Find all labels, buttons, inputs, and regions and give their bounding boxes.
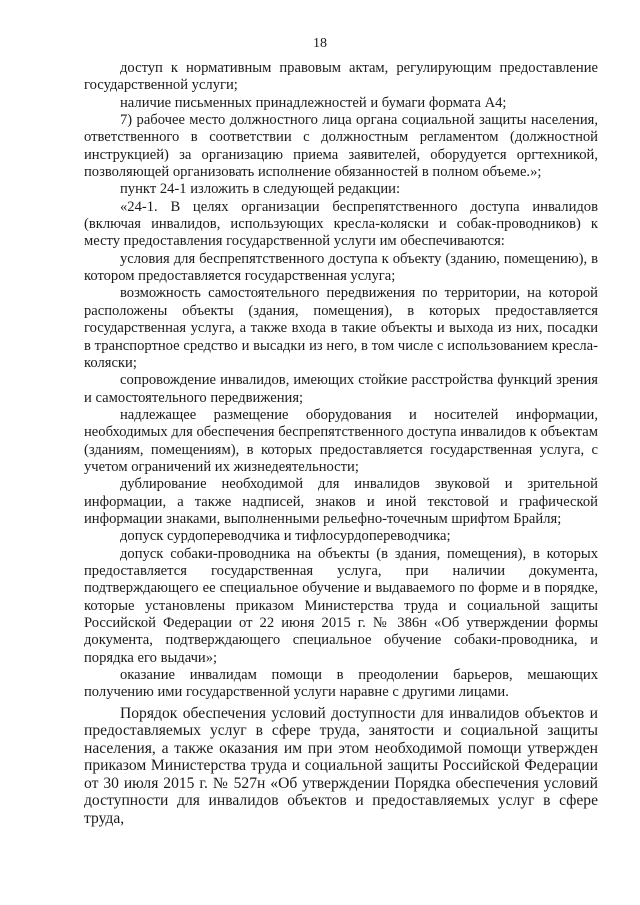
paragraph-3: 7) рабочее место должностного лица органа социальной защиты населения, ответственного в соответствии с должностным регламентом (должностной инструкцией) за организацию приема заявителей, оборудуется оргтехникой, позволяющей организовать исполнение обязанностей в полном объеме.»; xyxy=(84,112,598,181)
paragraph-8: сопровождение инвалидов, имеющих стойкие расстройства функций зрения и самостоятельного передвижения; xyxy=(84,372,598,406)
paragraph-12: допуск собаки-проводника на объекты (в здания, помещения), в которых предоставляется государственная услуга, при наличии документа, подтверждающего ее специальное обучение и выдаваемого по форме и в порядке, которые установлены приказом Министерства труда и социальной защиты Российской Федерации от 22 июня 2015 г. № 386н «Об утверждении формы документа, подтверждающего специальное обучение собаки-проводника, и порядка его выдачи»; xyxy=(84,545,598,666)
paragraph-2: наличие письменных принадлежностей и бумаги формата А4; xyxy=(120,94,507,111)
document-body xyxy=(84,60,598,827)
paragraph-6: условия для беспрепятственного доступа к объекту (зданию, помещению), в котором предоставляется государственная услуга; xyxy=(84,250,598,285)
paragraph-11: допуск сурдопереводчика и тифлосурдопереводчика; xyxy=(120,528,451,545)
page-number: 18 xyxy=(313,36,327,51)
paragraph-5: «24-1. В целях организации беспрепятственного доступа инвалидов (включая инвалидов, использующих кресла-коляски и собак-проводников) к месту предоставления государственной услуги им обеспечиваются: xyxy=(84,198,598,250)
paragraph-4: пункт 24-1 изложить в следующей редакции: xyxy=(120,181,401,198)
paragraph-10: дублирование необходимой для инвалидов звуковой и зрительной информации, а также надписей, знаков и иной текстовой и графической информации знаками, выполненными рельефно-точечным шрифтом Брайля; xyxy=(84,476,598,527)
paragraph-13: оказание инвалидам помощи в преодолении барьеров, мешающих получению ими государственной услуги наравне с другими лицами. xyxy=(84,667,598,701)
paragraph-9: надлежащее размещение оборудования и носителей информации, необходимых для обеспечения беспрепятственного доступа инвалидов к объектам (зданиям, помещениям), в которых предоставляется государственная услуга, с учетом ограничений их жизнедеятельности; xyxy=(84,406,598,475)
paragraph-1: доступ к нормативным правовым актам, регулирующим предоставление государственной услуги; xyxy=(84,60,598,94)
paragraph-7: возможность самостоятельного передвижения по территории, на которой расположены объекты (здания, помещения), в которых предоставляется государственная услуга, а также входа в такие объекты и выхода из них, посадки в транспортное средство и высадки из него, в том числе с использованием кресла-коляски; xyxy=(84,285,598,371)
paragraph-14: Порядок обеспечения условий доступности для инвалидов объектов и предоставляемых услуг в сфере труда, занятости и социальной защиты населения, а также оказания им при этом необходимой помощи утвержден приказом Министерства труда и социальной защиты Российской Федерации от 30 июля 2015 г. № 527н «Об утверждении Порядка обеспечения условий доступности для инвалидов объектов и предоставляемых услуг в сфере труда, xyxy=(84,704,598,827)
